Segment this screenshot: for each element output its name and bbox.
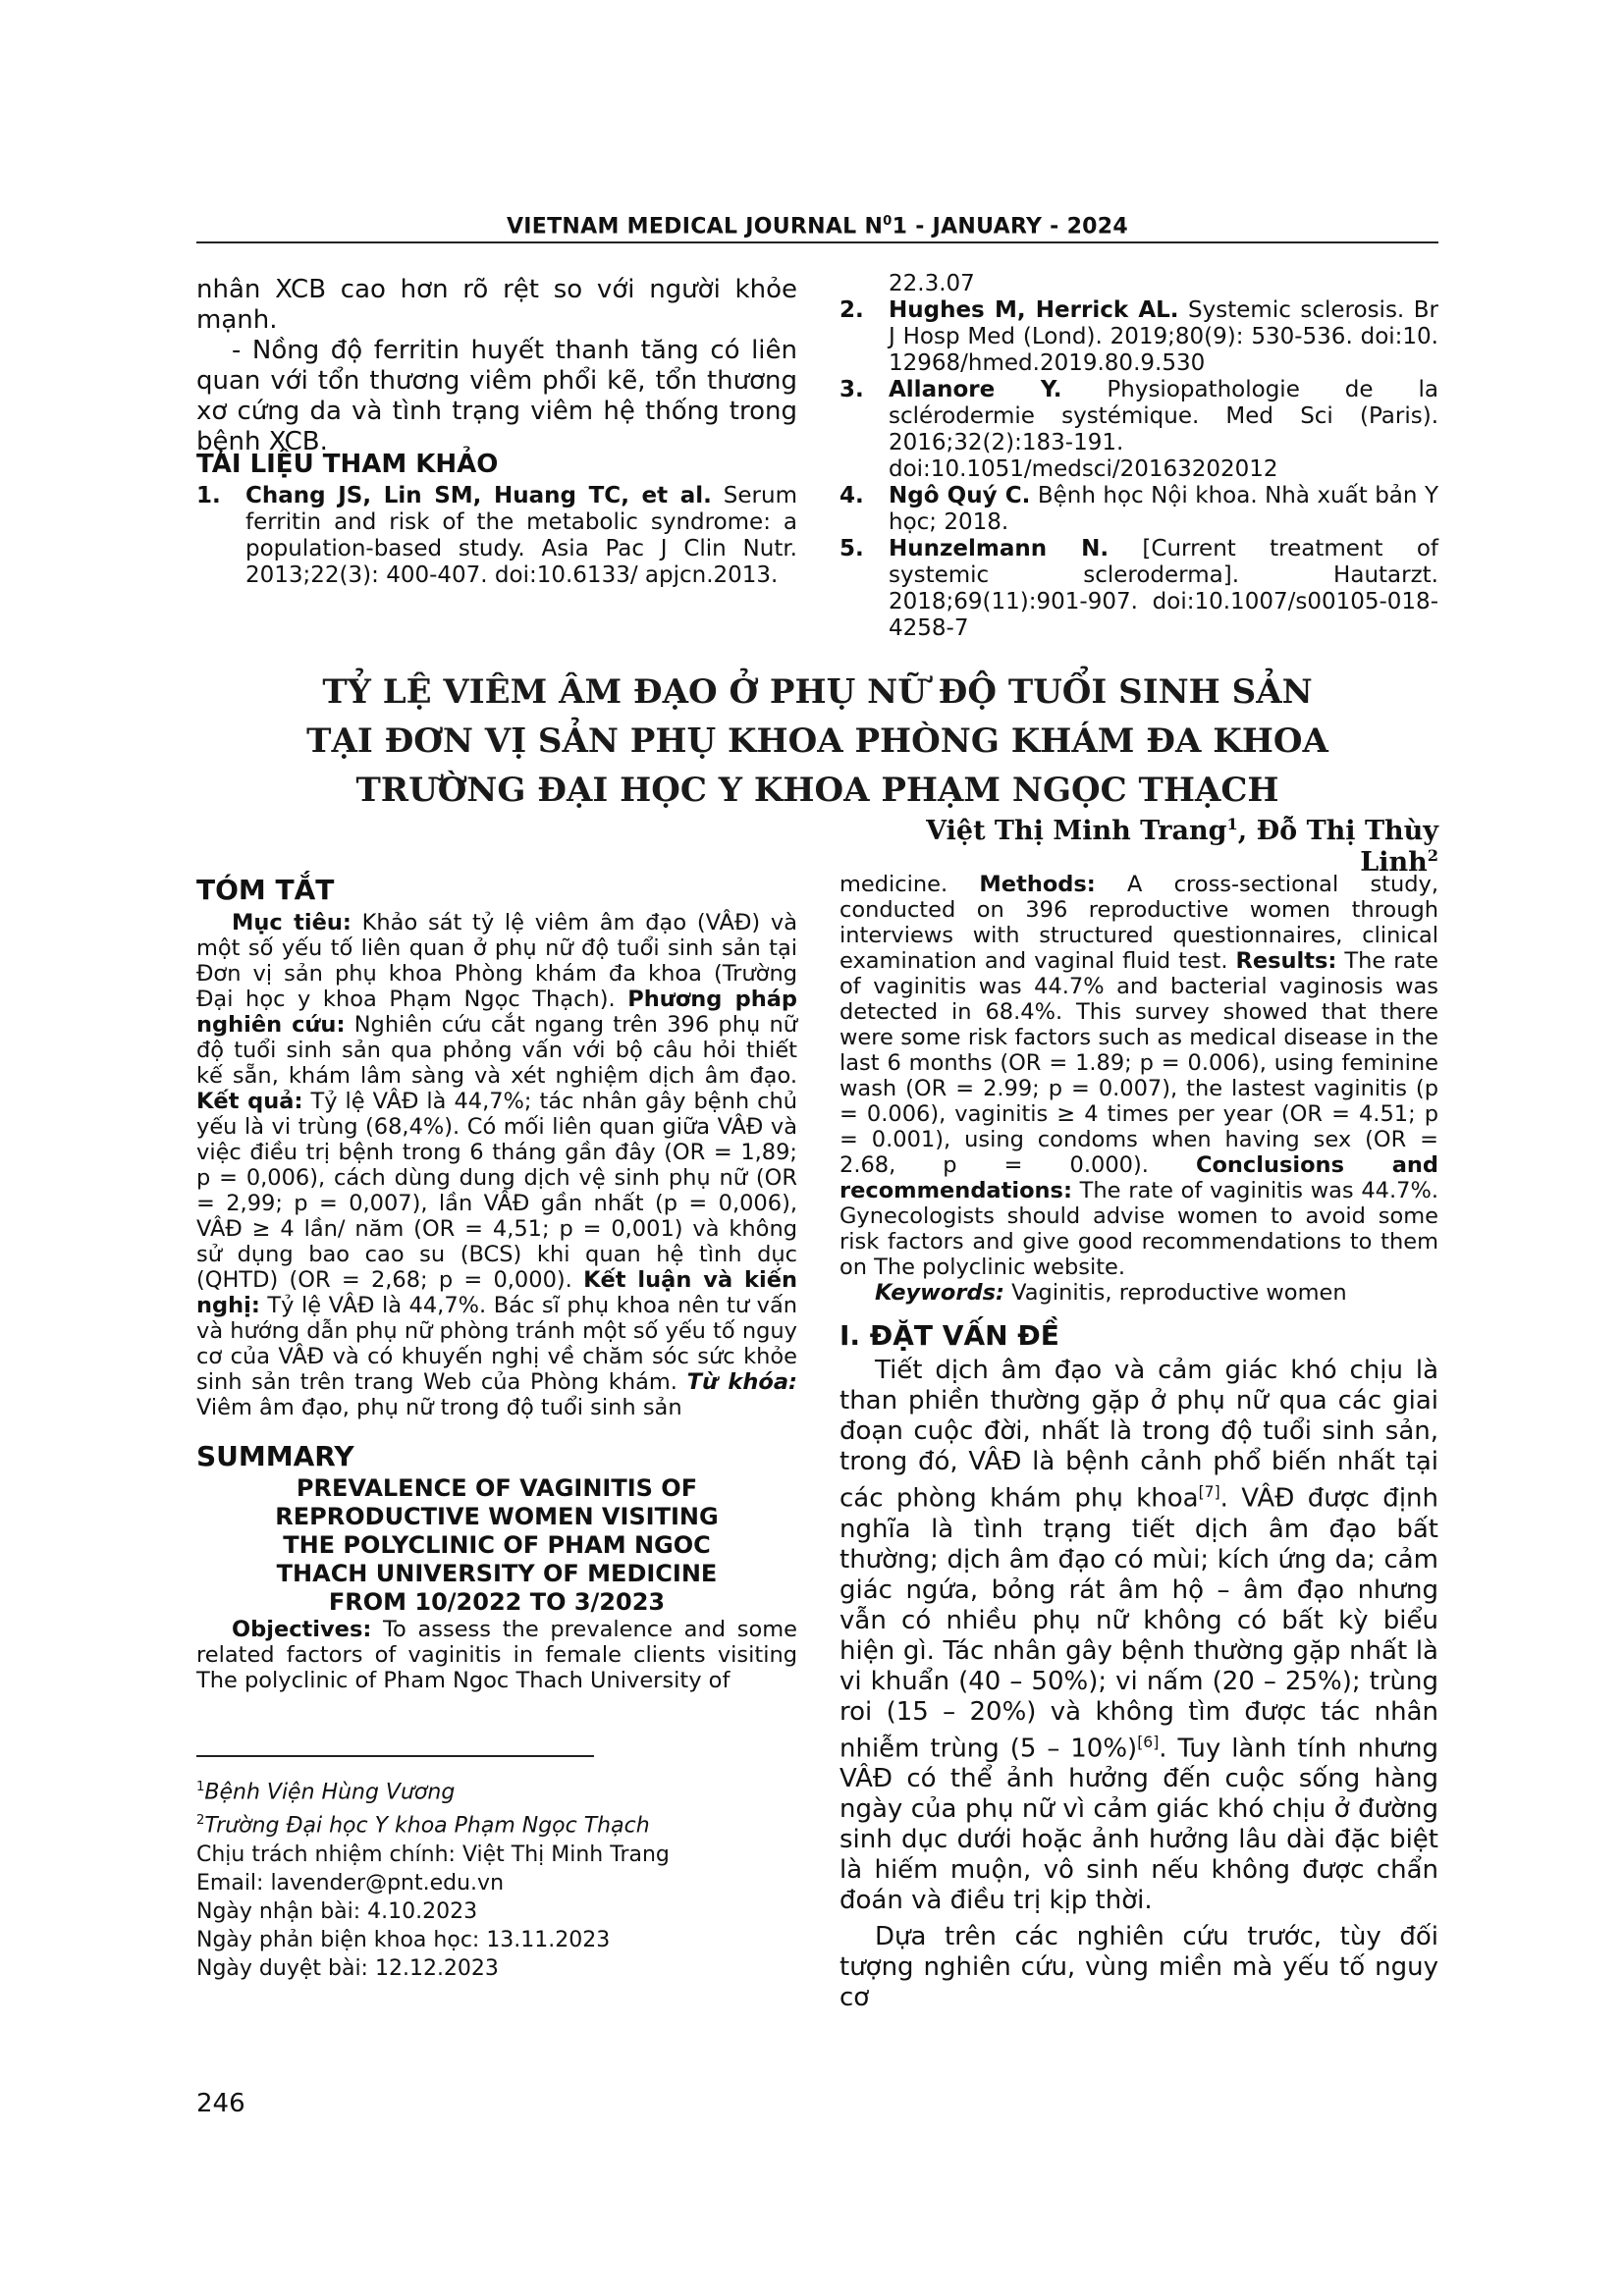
reference-4: [839, 483, 1438, 536]
author-1: Việt Thị Minh Trang: [926, 816, 1227, 846]
section-1-paragraph-1: Tiết dịch âm đạo và cảm giác khó chịu là than phiền thường gặp ở phụ nữ qua các giai đoạn cuộc đời, nhất là trong độ tuổi sinh sản, trong đó, VÂĐ là bệnh cảnh phổ biến nhất tại các phòng khám phụ khoa[7]. VÂĐ được định nghĩa là tình trạng tiết dịch âm đạo bất thường; dịch âm đạo có mùi; kích ứng da; cảm giác ngứa, bỏng rát âm hộ – âm đạo nhưng vẫn có nhiều phụ nữ không có bất kỳ biểu hiện gì. Tác nhân gây bệnh thường gặp nhất là vi khuẩn (40 – 50%); vi nấm (20 – 25%); trùng roi (15 – 20%) và không tìm được tác nhân nhiễm trùng (5 – 10%)[6]. Tuy lành tính nhưng VÂĐ có thể ảnh hưởng đến cuộc sống hàng ngày của phụ nữ vì cảm giác khó chịu ở đường sinh dục dưới hoặc ảnh hưởng lâu dài đặc biệt là hiếm muộn, vô sinh nếu không được chẩn đoán và điều trị kịp thời.: [839, 1356, 1438, 1916]
reference-2: [839, 297, 1438, 377]
title-line-3: TRƯỜNG ĐẠI HỌC Y KHOA PHẠM NGỌC THẠCH: [355, 771, 1279, 810]
footnote-accepted: Ngày duyệt bài: 12.12.2023: [196, 1955, 499, 1981]
summary-subtitle: PREVALENCE OF VAGINITIS OF REPRODUCTIVE WOMEN VISITING THE POLYCLINIC OF PHAM NGOC THACH UNIVERSITY OF MEDICINE FROM 10/2022 TO 3/2023: [275, 1474, 719, 1616]
issue-sup: 0: [883, 214, 893, 229]
abstract-en-cont: medicine. Methods: A cross-sectional study, conducted on 396 reproductive women through interviews with structured questionnaires, clinical examination and vaginal fluid test. Results: The rate of vaginitis was 44.7% and bacterial vaginosis was detected in 68.4%. This survey showed that there were some risk factors such as medical disease in the last 6 months (OR = 1.89; p = 0.006), using feminine wash (OR = 2.99; p = 0.007), the lastest vaginitis (p = 0.006), vaginitis ≥ 4 times per year (OR = 4.51; p = 0.001), using condoms when having sex (OR = 2.68, p = 0.000). Conclusions and recommendations: The rate of vaginitis was 44.7%. Gynecologists should advise women to avoid some risk factors and give good recommendations to them on The polyclinic website.: [839, 872, 1439, 1280]
reference-text: Systemic sclerosis. Br J Hosp Med (Lond). 2019;80(9): 530-536. doi:10. 12968/hmed.2019.80.9.530: [889, 297, 1438, 376]
footnote-received: Ngày nhận bài: 4.10.2023: [196, 1898, 478, 1924]
reference-5: [839, 536, 1438, 642]
reference-3: [839, 377, 1438, 483]
reference-author: Hunzelmann N.: [889, 536, 1110, 561]
issue-info: 1 - JANUARY - 2024: [892, 214, 1128, 240]
footnotes: [196, 1773, 805, 1983]
reference-author: Allanore Y.: [889, 377, 1062, 402]
references-right: [839, 271, 1438, 642]
reference-text: [Current treatment of systemic scleroderma]. Hautarzt. 2018;69(11):901-907. doi:10.1007/s00105-018-4258-7: [889, 536, 1438, 641]
reference-text: Serum ferritin and risk of the metabolic syndrome: a population-based study. Asia Pac J Clin Nutr. 2013;22(3): 400-407. doi:10.6133/ apjcn.2013.: [245, 483, 797, 588]
summary-title: SUMMARY: [196, 1440, 354, 1472]
reference-number: 5.: [839, 536, 864, 561]
header-rule: [196, 241, 1438, 243]
keywords: Keywords: Vaginitis, reproductive women: [875, 1280, 1347, 1306]
abstract-left-column: [196, 874, 797, 1693]
authors: Việt Thị Minh Trang$^1$, Đỗ Thị Thùy Linh$^2$: [926, 815, 1438, 878]
journal-header: [196, 214, 1438, 239]
reference-author: Ngô Quý C.: [889, 483, 1031, 508]
reference-text: Physiopathologie de la sclérodermie systémique. Med Sci (Paris). 2016;32(2):183-191. doi:10.1051/medsci/20163202012: [889, 377, 1438, 482]
conclusion-line-1: nhân XCB cao hơn rõ rệt so với người khỏe mạnh.: [196, 275, 797, 335]
title-line-2: TẠI ĐƠN VỊ SẢN PHỤ KHOA PHÒNG KHÁM ĐA KHOA: [306, 721, 1328, 761]
section-1-paragraph-2: Dựa trên các nghiên cứu trước, tùy đối tượng nghiên cứu, vùng miền mà yếu tố nguy cơ: [839, 1922, 1438, 2013]
section-1-title: I. ĐẶT VẤN ĐỀ: [839, 1319, 1059, 1352]
reference-number: 1.: [196, 483, 221, 508]
footnote-reviewed: Ngày phản biện khoa học: 13.11.2023: [196, 1927, 611, 1952]
footnote-rule: [196, 1755, 594, 1757]
reference-number: 3.: [839, 377, 864, 402]
reference-number: 4.: [839, 483, 864, 508]
tom-tat-title: TÓM TẮT: [196, 874, 335, 906]
author-2: Đỗ Thị Thùy Linh: [1256, 816, 1438, 878]
footnote-affil-2: $^2$Trường Đại học Y khoa Phạm Ngọc Thạch: [196, 1813, 650, 1839]
footnote-corresponding: Chịu trách nhiệm chính: Việt Thị Minh Trang: [196, 1842, 670, 1867]
footnote-affil-1: $^1$Bệnh Viện Hùng Vương: [196, 1780, 456, 1805]
reference-text: 22.3.07: [889, 271, 975, 296]
title-line-1: TỶ LỆ VIÊM ÂM ĐẠO Ở PHỤ NỮ ĐỘ TUỔI SINH SẢN: [322, 672, 1313, 712]
reference-1: [196, 483, 797, 589]
abstract-right-column: [839, 872, 1438, 2013]
reference-1-cont: [839, 271, 1438, 297]
reference-author: Chang JS, Lin SM, Huang TC, et al.: [245, 483, 712, 508]
reference-text: Bệnh học Nội khoa. Nhà xuất bản Y học; 2018.: [889, 483, 1438, 535]
footnote-email: Email: lavender@pnt.edu.vn: [196, 1870, 505, 1896]
objectives: Objectives: To assess the prevalence and some related factors of vaginitis in female clients visiting The polyclinic of Pham Ngoc Thach University of: [196, 1617, 797, 1693]
reference-author: Hughes M, Herrick AL.: [889, 297, 1179, 323]
conclusion-line-2: - Nồng độ ferritin huyết thanh tăng có liên quan với tổn thương viêm phổi kẽ, tổn thương xơ cứng da và tình trạng viêm hệ thống trong bệnh XCB.: [196, 336, 797, 456]
page-number: 246: [196, 2089, 245, 2118]
reference-number: 2.: [839, 297, 864, 323]
abstract-vi: Mục tiêu: Khảo sát tỷ lệ viêm âm đạo (VÂĐ) và một số yếu tố liên quan ở phụ nữ độ tuổi sinh sản tại Đơn vị sản phụ khoa Phòng khám đa khoa (Trường Đại học y khoa Phạm Ngọc Thạch). Phương pháp nghiên cứu: Nghiên cứu cắt ngang trên 396 phụ nữ độ tuổi sinh sản qua phỏng vấn với bộ câu hỏi thiết kế sẵn, khám lâm sàng và xét nghiệm dịch âm đạo. Kết quả: Tỷ lệ VÂĐ là 44,7%; tác nhân gây bệnh chủ yếu là vi trùng (68,4%). Có mối liên quan giữa VÂĐ và việc điều trị bệnh trong 6 tháng gần đây (OR = 1,89; p = 0,006), cách dùng dung dịch vệ sinh phụ nữ (OR = 2,99; p = 0,007), lần VÂĐ gần nhất (p = 0,006), VÂĐ ≥ 4 lần/ năm (OR = 4,51; p = 0,001) và không sử dụng bao cao su (BCS) khi quan hệ tình dục (QHTD) (OR = 2,68; p = 0,000). Kết luận và kiến nghị: Tỷ lệ VÂĐ là 44,7%. Bác sĩ phụ khoa nên tư vấn và hướng dẫn phụ nữ phòng tránh một số yếu tố nguy cơ của VÂĐ và có khuyến nghị về chăm sóc sức khỏe sinh sản trên trang Web của Phòng khám. Từ khóa: Viêm âm đạo, phụ nữ trong độ tuổi sinh sản: [196, 910, 798, 1420]
references-title: TÀI LIỆU THAM KHẢO: [196, 450, 499, 479]
journal-name: VIETNAM MEDICAL JOURNAL N: [506, 214, 884, 240]
references-left: [196, 450, 797, 589]
prev-article-conclusion: [196, 275, 797, 457]
article-title: [196, 667, 1438, 815]
